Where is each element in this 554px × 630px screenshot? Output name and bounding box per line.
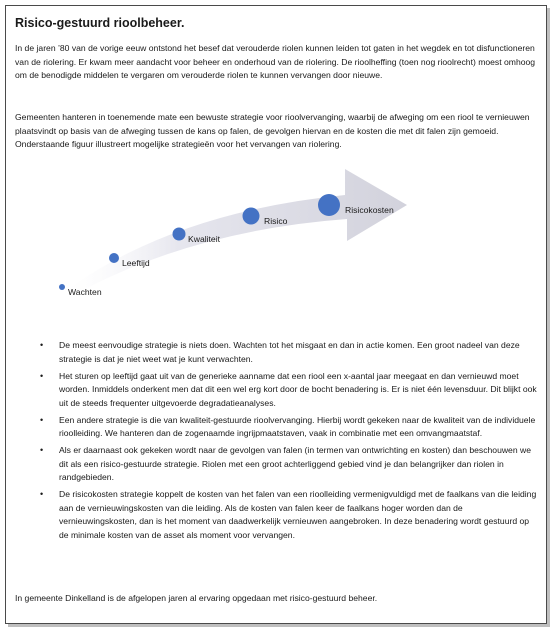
step-dot	[109, 253, 119, 263]
list-item	[15, 488, 541, 542]
intro-paragraph-1: In de jaren ’80 van de vorige eeuw ontstond het besef dat verouderde riolen kunnen leiden tot gaten in het wegdek en tot disfunctioneren van de riolering. Er kwam meer aandacht voor beheer en onderhoud van de riolering. De rioolheffing (toen nog rioolrecht) moest omhoog om de benodigde middelen te vergaren om verouderde riolen te kunnen vervangen door nieuwe.	[15, 43, 536, 80]
list-item	[15, 414, 541, 441]
list-item-text: De meest eenvoudige strategie is niets doen. Wachten tot het misgaat en dan in actie komen. Een groot nadeel van deze strategie is dat je niet weet wat je kunt verwachten.	[59, 340, 520, 364]
list-item	[15, 339, 541, 366]
list-item	[15, 370, 541, 411]
page-title: Risico-gestuurd rioolbeheer.	[15, 16, 185, 30]
strategy-arrow	[55, 169, 407, 301]
list-item	[15, 444, 541, 485]
strategy-figure	[15, 161, 445, 311]
step-label: Risico	[264, 216, 288, 226]
step-label: Leeftijd	[122, 258, 150, 268]
list-item-text: De risicokosten strategie koppelt de kosten van het falen van een rioolleiding vermenigvuldigd met de faalkans van die leiding aan de vernieuwingskosten van die leiding. Als de kosten van falen keer de faalkans hoger worden dan de vernieuwingskosten, dan is het moment van daadwerkelijk vernieuwen aangebroken. In deze benadering wordt gestuurd op de minimale kosten van de asset als moment voor vervangen.	[59, 489, 537, 540]
list-item-text: Als er daarnaast ook gekeken wordt naar de gevolgen van falen (in termen van ontwrichting en kosten) dan beschouwen we dit als een risico-gestuurde strategie. Riolen met een groot achterliggend gebied vind je dan belangrijker dan riolen in randgebieden.	[59, 445, 531, 482]
step-label: Risicokosten	[345, 205, 394, 215]
bullet-icon: •	[40, 414, 44, 425]
intro-paragraph-2: Gemeenten hanteren in toenemende mate een bewuste strategie voor rioolvervanging, waarbij de afweging om een riool te vernieuwen plaatsvindt op basis van de afweging tussen de kans op falen, de gevolgen hiervan en de kosten die met dit falen zijn gemoeid. Onderstaande figuur illustreert mogelijke strategieën voor het vervangen van riolering.	[15, 112, 530, 149]
step-dot	[173, 228, 186, 241]
bullet-icon: •	[40, 370, 44, 381]
list-item-text: Het sturen op leeftijd gaat uit van de generieke aanname dat een riool een x-aantal jaar meegaat en dan vernieuwd moet worden. Inmiddels onderkent men dat dit een wel erg kort door de bocht benadering is. Er is niet één levensduur. Dit blijkt ook uit de steeds frequenter uitgevoerde degradatieanalyses.	[59, 370, 537, 408]
step-dot	[59, 284, 65, 290]
strategy-list	[15, 339, 541, 546]
step-label: Kwaliteit	[188, 234, 220, 244]
step-dot	[243, 208, 260, 225]
step-dot	[318, 194, 340, 216]
bullet-icon: •	[40, 340, 44, 350]
bullet-icon: •	[40, 489, 44, 499]
list-item-text: Een andere strategie is die van kwaliteit-gestuurde rioolvervanging. Hierbij wordt gekeken naar de kwaliteit van de individuele rioolleiding. We hanteren dan de zogenaamde ingrijpmaatstaven, vaak in combinatie met een omvangmaatstaf.	[59, 414, 536, 438]
document-frame	[5, 5, 547, 624]
bullet-icon: •	[40, 445, 44, 455]
step-label: Wachten	[68, 287, 102, 297]
closing-paragraph: In gemeente Dinkelland is de afgelopen jaren al ervaring opgedaan met risico-gestuurd beheer.	[15, 593, 378, 603]
